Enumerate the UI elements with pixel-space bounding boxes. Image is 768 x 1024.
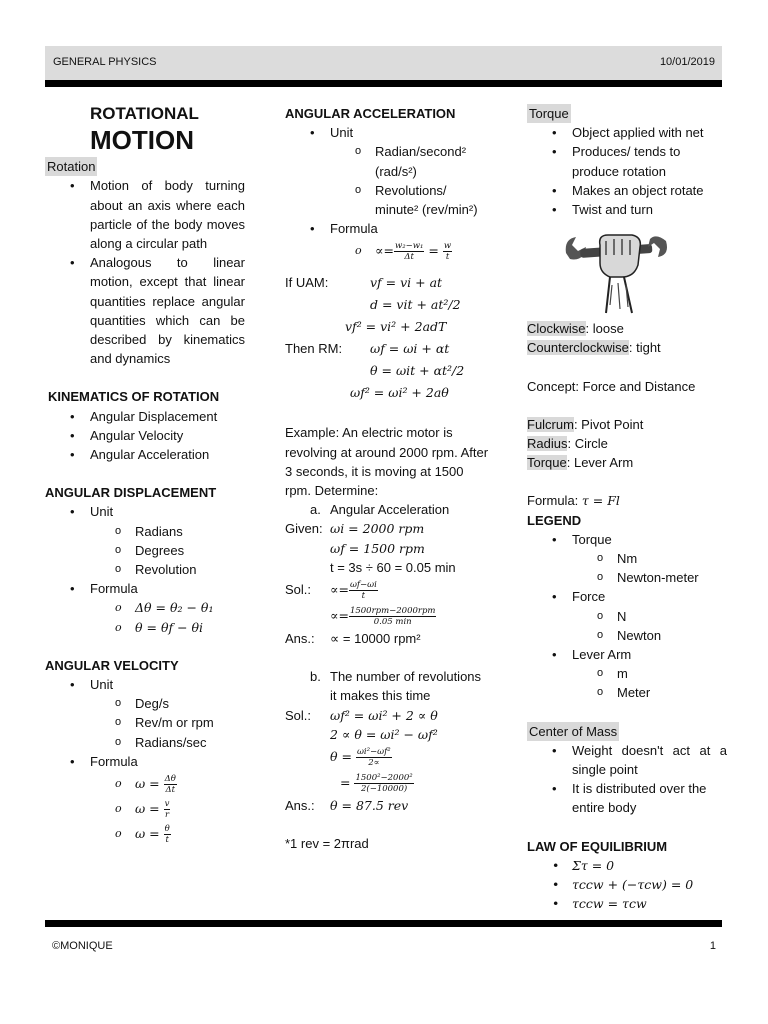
list-item: • Formula <box>310 219 490 238</box>
part-letter: a. <box>310 502 321 518</box>
list-item: • Formula <box>70 579 245 598</box>
sub-item: o Nm <box>597 549 727 568</box>
formula-item: o ω = $\frac{v}{r}$ <box>115 796 245 821</box>
angular-velocity-heading: ANGULAR VELOCITY <box>45 657 179 673</box>
list-item: • Angular Acceleration <box>70 445 245 464</box>
legend-heading: LEGEND <box>527 512 582 528</box>
answer: ∝ = 10000 rpm² <box>330 631 421 647</box>
equation: ωi = 2000 rpm <box>330 521 425 537</box>
list-item: • Lever Arm <box>552 645 727 664</box>
concept-line: Concept: Force and Distance <box>527 378 696 394</box>
list-item: • Angular Velocity <box>70 426 245 445</box>
title-line-2: MOTION <box>90 125 194 156</box>
angular-displacement-heading: ANGULAR DISPLACEMENT <box>45 485 217 501</box>
ans-label: Ans.: <box>285 798 315 814</box>
sol-label: Sol.: <box>285 707 312 723</box>
list-item: • Analogous to linear motion, except that linear quantities replace angular quantities which can be described by kinematics and dynamics <box>70 253 245 368</box>
sub-item: o N <box>597 607 727 626</box>
list-item: • Object applied with net <box>552 123 727 142</box>
kinematics-heading: KINEMATICS OF ROTATION <box>48 389 220 405</box>
sub-item: o Radians <box>115 522 245 541</box>
list-item: • Στ = 0 <box>552 856 727 875</box>
list-item: • Twist and turn <box>552 200 727 219</box>
angular-acceleration-heading: ANGULAR ACCELERATION <box>285 106 456 121</box>
radius-line: Radius: Circle <box>527 436 608 452</box>
list-item: • Force <box>552 587 727 606</box>
page-number: 1 <box>709 940 716 952</box>
equation: ωf = 1500 rpm <box>330 540 425 556</box>
given-label: Given: <box>285 521 323 537</box>
list-item: • τccw = τcw <box>552 894 727 913</box>
clockwise-line: Clockwise: loose <box>527 321 624 337</box>
sub-item: o Rev/m or rpm <box>115 713 245 732</box>
torque-def-line: Torque: Lever Arm <box>527 455 634 471</box>
equation: 2 ∝ θ = ωi² − ωf² <box>330 726 438 742</box>
list-item: • Unit <box>70 675 245 694</box>
formula-line: Formula: τ = Fl <box>527 493 620 509</box>
ans-label: Ans.: <box>285 631 315 647</box>
sub-item: o Revolutions/ minute² (rev/min²) <box>355 181 485 219</box>
counterclockwise-line: Counterclockwise: tight <box>527 340 661 356</box>
list-item: • Weight doesn't act at a single point <box>552 741 727 779</box>
list-item: • Formula <box>70 752 245 771</box>
formula-item: o ω = $\frac{\theta}{t}$ <box>115 821 245 846</box>
sub-item: o Revolution <box>115 560 245 579</box>
equation: θ = ωit + αt²/2 <box>370 363 465 379</box>
answer: θ = 87.5 rev <box>330 798 409 814</box>
formula-item: o ∝= $\frac{\text{w₂−w₁}}{\Delta t}$ = $\frac{w}{t}$ <box>355 238 490 264</box>
part-text: The number of revolutions it makes this time <box>330 669 482 704</box>
sub-item: o Radian/second² (rad/s²) <box>355 142 485 180</box>
course-title: GENERAL PHYSICS <box>53 56 157 68</box>
list-item: • It is distributed over the entire body <box>552 779 727 817</box>
example-text: Example: An electric motor is revolving at around 2000 rpm. After 3 seconds, it is moving at 1500 rpm. Determine: <box>285 425 489 499</box>
equation: t = 3s ÷ 60 = 0.05 min <box>330 559 456 575</box>
wrench-hand-icon <box>527 219 727 319</box>
torque-label: Torque <box>527 104 571 123</box>
list-item: • Unit <box>310 123 490 142</box>
part-letter: b. <box>310 669 321 685</box>
center-of-mass-label: Center of Mass <box>527 722 619 741</box>
list-item: • Angular Displacement <box>70 407 245 426</box>
bottom-rule <box>45 920 722 927</box>
equation: ωf = ωi + αt <box>370 341 450 357</box>
formula-item: o ω = $\frac{\Delta\theta}{\Delta t}$ <box>115 771 245 796</box>
footer-author: ©MONIQUE <box>52 940 113 952</box>
sub-item: o Degrees <box>115 541 245 560</box>
sub-item: o Meter <box>597 683 727 702</box>
equation: vf² = vi² + 2adT <box>345 319 447 335</box>
sub-item: o m <box>597 664 727 683</box>
equation: vf = vi + at <box>370 275 443 291</box>
list-item: • Torque <box>552 530 727 549</box>
sol-label: Sol.: <box>285 582 312 598</box>
fulcrum-line: Fulcrum: Pivot Point <box>527 416 644 432</box>
sub-item: o Newton-meter <box>597 568 727 587</box>
footnote: *1 rev = 2πrad <box>285 836 369 852</box>
equation: d = vit + at²/2 <box>370 297 461 313</box>
sub-item: o Deg/s <box>115 694 245 713</box>
list-item: • Motion of body turning about an axis where each particle of the body moves along a circular path <box>70 176 245 253</box>
formula-item: o θ = θf − θi <box>115 618 245 637</box>
column-1 <box>45 104 245 846</box>
list-item: • τccw + (−τcw) = 0 <box>552 875 727 894</box>
rotation-label: Rotation <box>45 157 97 176</box>
column-3 <box>527 104 727 914</box>
header-date: 10/01/2019 <box>659 56 715 68</box>
uam-label: If UAM: <box>285 275 329 291</box>
rm-label: Then RM: <box>285 341 343 357</box>
equilibrium-heading: LAW OF EQUILIBRIUM <box>527 838 668 854</box>
part-text: Angular Acceleration <box>330 502 450 518</box>
equation: ωf² = ωi² + 2 ∝ θ <box>330 707 438 723</box>
equation: ωf² = ωi² + 2aθ <box>350 385 449 401</box>
list-item: • Unit <box>70 502 245 521</box>
formula-item: o Δθ = θ₂ − θ₁ <box>115 598 245 617</box>
sub-item: o Radians/sec <box>115 733 245 752</box>
list-item: • Makes an object rotate <box>552 181 727 200</box>
title-line-1: ROTATIONAL <box>90 104 199 123</box>
sub-item: o Newton <box>597 626 727 645</box>
list-item: • Produces/ tends to produce rotation <box>552 142 727 180</box>
column-2: ANGULAR ACCELERATION • Unit o Radian/second² (rad/s²) o Revolutions/ minute² (rev/min²) • Formula o ∝= $\frac{\text{w₂−w₁}}{\Delta t}$ = $\frac{w}{t}$ If UAM: vf = vi + at d = vit + at²/2 vf² = vi² + 2adT Then RM: ωf = ωi + αt θ = ωit + αt²/2 ωf² = ωi² + 2aθ Example: An electric motor is revolving at around 2000 rpm. After 3 seconds, it is moving at 1500 rpm. Determine: a. Angular Acceleration Given: ωi = 2000 rpm ωf = 1500 rpm t = 3s ÷ 60 = 0.05 min Sol.: ∝= $\frac{\omega f-\omega i}{t}$ ∝= 1500rpm−2000rpm 0.05 min Ans.: ∝ = 10000 rpm² b. The number of revolutions it makes this time Sol.: ωf² = ωi² + 2 ∝ θ 2 ∝ θ = ωi² − ωf² θ = $\frac{\text{ωi²−ωf²}}{2\propto}$ = $\frac{\text{1500²−2000²}}{2(-10000)}$ Ans.: θ = 87.5 rev *1 rev = 2πrad <box>285 104 490 853</box>
top-rule <box>45 80 722 87</box>
